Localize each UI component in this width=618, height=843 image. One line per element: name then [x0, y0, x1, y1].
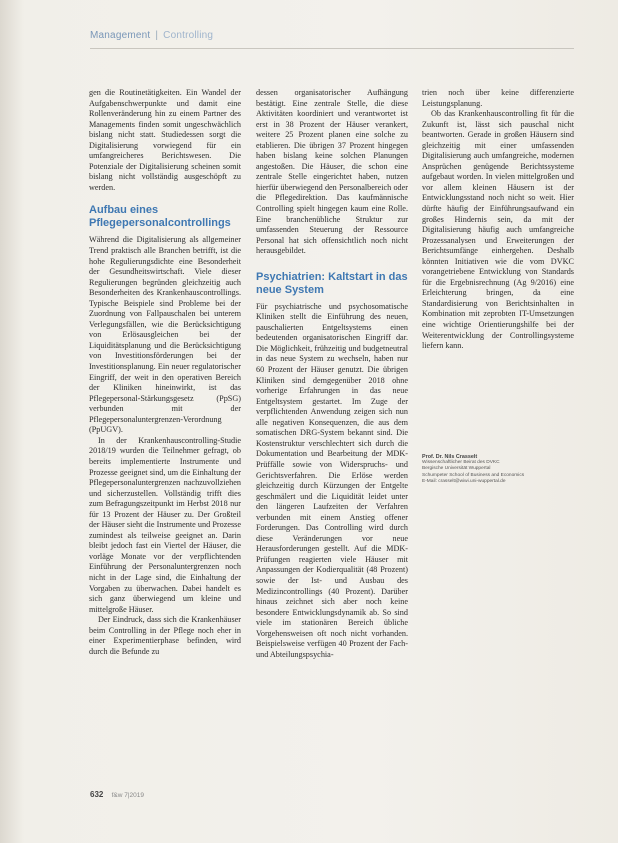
section-header: [90, 30, 213, 41]
paragraph: dessen organisatorischer Aufhängung bestätigt. Eine zentrale Stelle, die diese Aktivitäten koordiniert und verantwortet ist erst in 38 Prozent der Häuser verankert, weitere 25 Prozent planen eine solche zu etablieren. Die übrigen 37 Prozent hingegen haben bislang keine solchen Planungen angestoßen. Die Häuser, die schon eine zentrale Stelle eingerichtet haben, nutzen hierfür überwiegend den Personalbereich oder die Pflegedirektion. Das kaufmännische Controlling spielt hingegen kaum eine Rolle. Eine branchenübliche Struktur zur umfassenden Steuerung der Ressource Personal hat sich offensichtlich noch nicht herausgebildet.: [256, 88, 408, 256]
paragraph: Für psychiatrische und psychosomatische Kliniken stellt die Einführung des neuen, pauschalierten Entgeltsystems einen bedeutenden organisatorischen Eingriff dar. Die Möglichkeit, frühzeitig und budgetneutral in das neue System zu wechseln, haben nur 60 Prozent der Häuser genutzt. Die übrigen Kliniken sind demgegenüber 2018 ohne vorherige Erfahrungen in das neue Entgeltsystem gestartet. Im Zuge der verpflichtenden Anwendung zeigen sich nun alle negativen Konsequenzen, die aus dem somatischen DRG-System bekannt sind. Die Kostenstruktur verschlechtert sich durch die Dokumentation und Bearbeitung der MDK-Prüffälle sowie von Widerspruchs- und Gerichtsverfahren. Die Erlöse werden gleichzeitig durch Kürzungen der Entgelte geschmälert und die Liquidität leidet unter den längeren Laufzeiten der Verfahren verbunden mit einem Anstieg offener Forderungen. Das Controlling wird durch diese Veränderungen vor neue Herausforderungen gestellt. Auf die MDK-Prüfungen reagierten viele Häuser mit Anpassungen der Kodierqualität (48 Prozent) sowie der Ist- und Ausbau des Medizincontrollings (40 Prozent). Darüber hinaus zeichnet sich aber noch keine besondere Entwicklungsdynamik ab. So sind viele im stationären Bereich übliche Vorgehensweisen oft noch nicht vorhanden. Beispielsweise verfügen 40 Prozent der Fach- und Abteilungspsychia-: [256, 301, 408, 659]
issue-label: f&w 7|2019: [111, 792, 144, 799]
header-separator: |: [155, 30, 159, 41]
page-footer: [90, 790, 144, 799]
header-rule: [90, 48, 574, 49]
author-affiliation: Bergische Universität Wuppertal: [422, 466, 491, 472]
paragraph: Während die Digitalisierung als allgemeiner Trend praktisch alle Branchen betrifft, ist die hohe Regulierungsdichte eine Besonderheit der Gesundheitswirtschaft. Viele dieser Regulierungen begründen gleichzeitig auch Besonderheiten des Krankenhauscontrollings. Typische Beispiele sind Probleme bei der Zuordnung von Fallpauschalen bei unterem Verlegungsfällen, wie die Berücksichtigung von Erlösausgleichen bei der Liquiditätsplanung und die Berücksichtigung von Investitionsförderungen bei der Investitionsplanung. Ein neuer regulatorischer Eingriff, der weit in den operativen Bereich der Kliniken hineinwirkt, ist das Pflegepersonal-Stärkungsgesetz (PpSG) verbunden mit der Pflegepersonaluntergrenzen-Verordnung (PpUGV).: [89, 235, 241, 435]
author-email: E-Mail: crasselt@wiwi.uni-wuppertal.de: [422, 478, 506, 484]
paragraph: Der Eindruck, dass sich die Krankenhäuser beim Controlling in der Pflege noch eher in einer Experimentierphase befinden, wird durch die Befunde zu: [89, 615, 241, 656]
text-column-2: [256, 88, 408, 660]
subheading: Psychiatrien: Kaltstart in das neue System: [256, 270, 408, 296]
subsection-label: Controlling: [163, 30, 214, 41]
text-column-3: [422, 88, 574, 352]
author-name: Prof. Dr. Nils Crasselt: [422, 454, 478, 460]
paragraph: In der Krankenhauscontrolling-Studie 2018/19 wurden die Teilnehmer gefragt, ob bereits implementierte Instrumente und Prozesse geeignet sind, um die Einhaltung der Pflegepersonaluntergrenzen nachzuvollziehen und sicherzustellen. Vollständig trifft dies zum Befragungszeitpunkt im Herbst 2018 nur für 13 Prozent der Häuser zu. Der Großteil der Häuser sieht die Instrumente und Prozesse zumindest als teilweise geeignet an. Darin bleibt jedoch fast ein Viertel der Häuser, die vorläge Monate vor der verpflichtenden Einführung der Personaluntergrenzen noch nicht in der Lage sind, die Einhaltung der Vorgaben zu überwachen. Dabei handelt es sich ganz überwiegend um kleine und mittelgroße Häuser.: [89, 435, 241, 614]
paragraph: gen die Routinetätigkeiten. Ein Wandel der Aufgabenschwerpunkte und damit eine Rollenveränderung hin zu einem Partner des Managements finden somit ungeschwächlich bislang nicht statt. Studiedessen sorgt die Digitalisierung vorwiegend für ein umfangreicheres Berichtswesen. Die Potenziale der Digitalisierung scheinen somit bislang nicht vollständig ausgeschöpft zu werden.: [89, 88, 241, 192]
page-number: 632: [90, 790, 104, 799]
paragraph: trien noch über keine differenzierte Leistungsplanung.: [422, 88, 574, 108]
section-label: Management: [90, 30, 151, 41]
author-affiliation: Wissenschaftlicher Beirat des DVKC: [422, 460, 500, 466]
author-box: [422, 454, 572, 485]
author-affiliation: Schumpeter School of Business and Economics: [422, 472, 525, 478]
subheading: Aufbau eines Pflegepersonalcontrollings: [89, 204, 231, 230]
paragraph: Ob das Krankenhauscontrolling fit für die Zukunft ist, lässt sich pauschal nicht beantworten. Gerade in großen Häusern sind gleichzeitig mit einer umfassenden Digitalisierung auch umfangreiche, modernen Ansprüchen genügende Berichtssysteme aufgebaut worden. In vielen mittelgroßen und vor allem kleinen Häusern ist der Entwicklungsstand noch nicht so weit. Hier dürfte häufig der Einführungsaufwand ein großes Hindernis sein, da mit der Digitalisierung häufig auch umfangreiche Prozessanalysen und Erweiterungen der Berichtsumfänge einhergehen. Deshalb könnten Initiativen wie die vom DVKC vorangetriebene Entwicklung von Standards für die Ergebnisrechnung (Ag 9/2016) eine Erleichterung bringen, da eine Standardisierung von Berichtsinhalten in Kombination mit zeprobten IT-Umsetzungen eine wichtige Orientierungshilfe bei der Weiterentwicklung der Controllingsysteme liefern kann.: [422, 109, 574, 351]
text-column-1: [89, 88, 241, 657]
